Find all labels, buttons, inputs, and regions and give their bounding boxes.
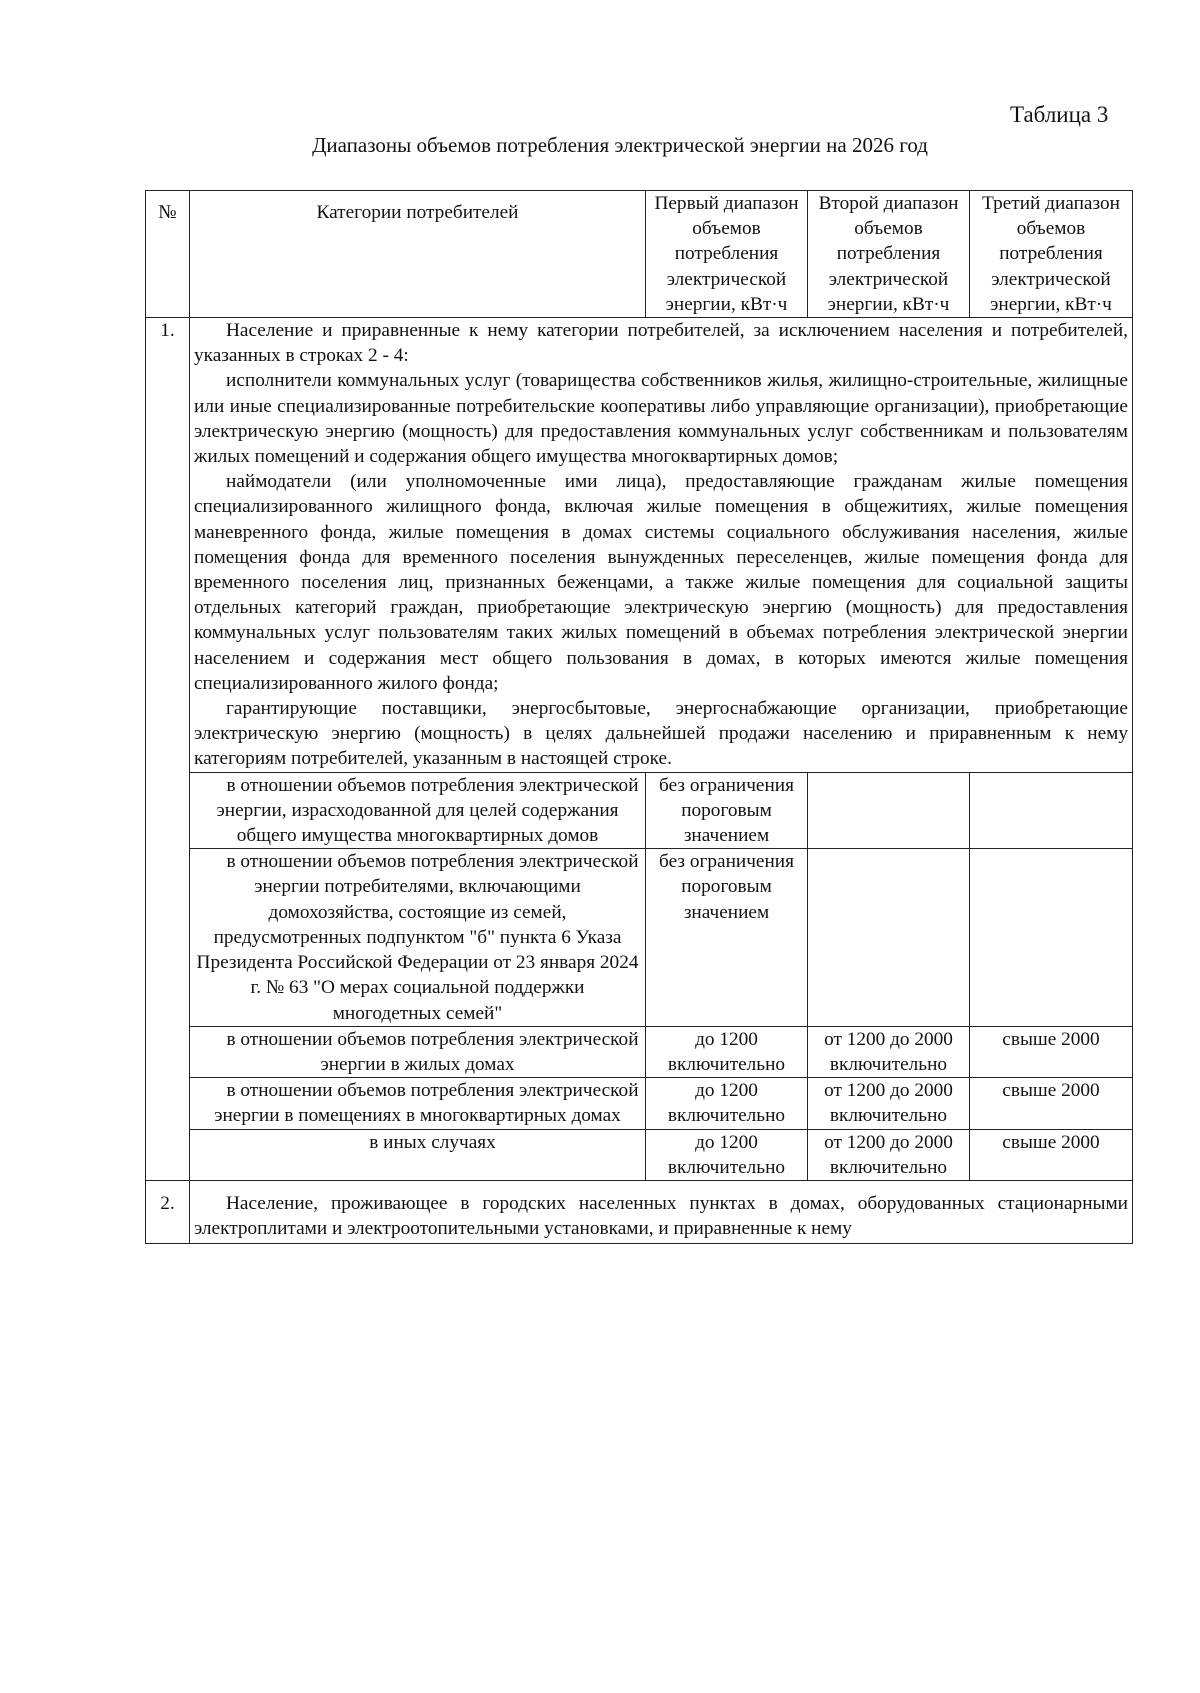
row-number: 1. [146, 318, 190, 1181]
first-range-value: до 1200 включительно [646, 1129, 808, 1180]
first-range-value: до 1200 включительно [646, 1026, 808, 1077]
first-range-value: без ограничения пороговым значением [646, 849, 808, 1026]
header-row [146, 191, 1133, 318]
third-range-value [970, 849, 1133, 1026]
row-2-description-cell [190, 1180, 1133, 1243]
subrow-text: в отношении объемов потребления электрической энергии, израсходованной для целей содержания общего имущества многоквартирных домов [216, 774, 639, 847]
description-paragraph: исполнители коммунальных услуг (товарищества собственников жилья, жилищно-строительные, жилищные или иные специализированные потребительские кооперативы либо управляющие организации), приобретающие электрическую энергию (мощность) для предоставления коммунальных услуг собственникам и пользователям жилых помещений и содержания общего имущества многоквартирных домов; [194, 370, 1128, 468]
subrow-label [190, 772, 646, 849]
subrow-residential-houses [146, 1026, 1133, 1077]
description-paragraph: наймодатели (или уполномоченные ими лица), предоставляющие гражданам жилые помещения специализированного жилищного фонда, включая жилые помещения в общежитиях, жилые помещения маневренного фонда, жилые помещения в домах системы социального обслуживания населения, жилые помещения фонда для временного поселения вынужденных переселенцев, жилые помещения фонда для временного поселения лиц, признанных беженцами, а также жилые помещения для социальной защиты отдельных категорий граждан, приобретающие электрическую энергию (мощность) для предоставления коммунальных услуг пользователям таких жилых помещений в объемах потребления электрической энергии населением и содержания мест общего пользования в домах, в которых имеются жилые помещения специализированного жилого фонда; [194, 471, 1128, 694]
second-range-value: от 1200 до 2000 включительно [808, 1026, 970, 1077]
subrow-apartment-premises [146, 1078, 1133, 1129]
third-range-value: свыше 2000 [970, 1026, 1133, 1077]
table-title: Диапазоны объемов потребления электрической энергии на 2026 год [312, 133, 928, 157]
subrow-label [190, 1078, 646, 1129]
subrow-text: в иных случаях [369, 1131, 496, 1153]
header-category: Категории потребителей [190, 191, 646, 318]
table-number: Таблица 3 [1010, 102, 1109, 127]
header-no: № [146, 191, 190, 318]
row-1-description [146, 318, 1133, 773]
third-range-value [970, 772, 1133, 849]
header-second-range: Второй диапазон объемов потребления электрической энергии, кВт·ч [808, 191, 970, 318]
subrow-text: в отношении объемов потребления электрической энергии в жилых домах [226, 1028, 639, 1075]
third-range-value: свыше 2000 [970, 1129, 1133, 1180]
second-range-value: от 1200 до 2000 включительно [808, 1078, 970, 1129]
consumption-ranges-table [145, 190, 1133, 1244]
description-paragraph: Население, проживающее в городских населенных пунктах в домах, оборудованных стационарными электроплитами и электроотопительными установками, и приравненные к нему [194, 1192, 1128, 1240]
second-range-value [808, 849, 970, 1026]
subrow-label [190, 1129, 646, 1180]
header-third-range: Третий диапазон объемов потребления электрической энергии, кВт·ч [970, 191, 1133, 318]
row-2 [146, 1180, 1133, 1243]
subrow-text: в отношении объемов потребления электрической энергии потребителями, включающими домохозяйства, состоящие из семей, предусмотренных подпунктом "б" пункта 6 Указа Президента Российской Федерации от 23 января 2024 г. № 63 "О мерах социальной поддержки многодетных семей" [196, 851, 639, 1024]
header-first-range: Первый диапазон объемов потребления электрической энергии, кВт·ч [646, 191, 808, 318]
row-1-description-cell [190, 318, 1133, 773]
second-range-value [808, 772, 970, 849]
first-range-value: до 1200 включительно [646, 1078, 808, 1129]
subrow-other-cases [146, 1129, 1133, 1180]
description-paragraph: Население и приравненные к нему категории потребителей, за исключением населения и потребителей, указанных в строках 2 - 4: [194, 320, 1128, 367]
subrow-large-families [146, 849, 1133, 1026]
second-range-value: от 1200 до 2000 включительно [808, 1129, 970, 1180]
first-range-value: без ограничения пороговым значением [646, 772, 808, 849]
subrow-label [190, 1026, 646, 1077]
row-number: 2. [146, 1180, 190, 1243]
subrow-text: в отношении объемов потребления электрической энергии в помещениях в многоквартирных домах [214, 1080, 639, 1127]
description-paragraph: гарантирующие поставщики, энергосбытовые, энергоснабжающие организации, приобретающие электрическую энергию (мощность) в целях дальнейшей продажи населению и приравненным к нему категориям потребителей, указанным в настоящей строке. [194, 698, 1128, 770]
subrow-label [190, 849, 646, 1026]
subrow-common-property [146, 772, 1133, 849]
third-range-value: свыше 2000 [970, 1078, 1133, 1129]
